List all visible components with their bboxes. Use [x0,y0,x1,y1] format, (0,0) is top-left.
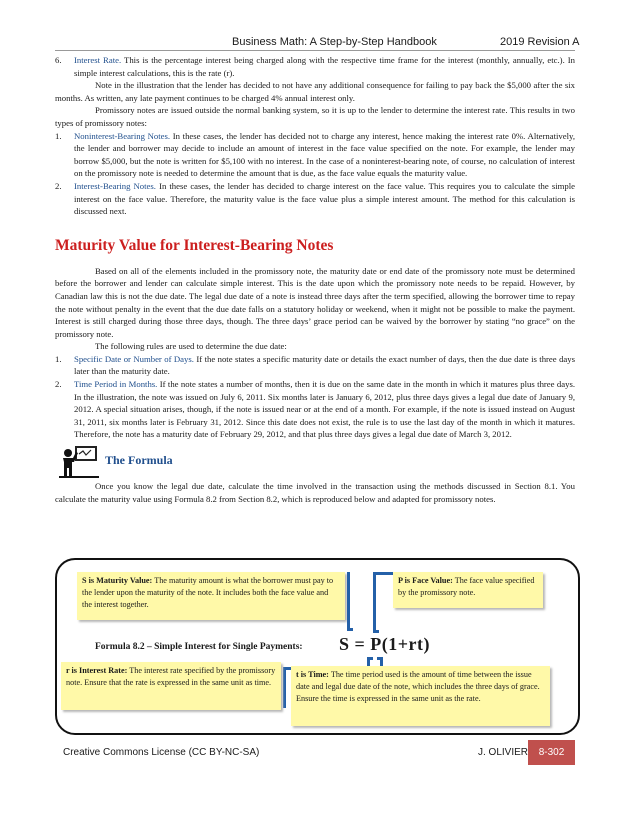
list-number: 1. [55,353,62,364]
term-heading: Noninterest-Bearing Notes. [74,130,171,141]
book-title: Business Math: A Step-by-Step Handbook [232,36,437,48]
teacher-at-board-icon [59,444,99,478]
header-divider [55,50,575,51]
note-text: The time period used is the amount of time between the issue date and legal due date of the note, which includes the three days of grace. Ensure the time is expressed in the same unit as the rate. [296,670,540,703]
list-item-interest-rate [55,54,575,79]
note-maturity-value [77,572,345,620]
list-number: 1. [55,130,62,141]
note-text: The interest rate specified by the promissory note. Ensure that the rate is expressed in the same unit as time. [66,666,276,687]
formula-heading-row [55,444,575,480]
paragraph-rules-intro: The following rules are used to determine the due date: [95,341,287,352]
paragraph-illustration-note: Note in the illustration that the lender has decided to not have any additional consequence for failing to pay back the $5,000 after the six months. As written, any late payment continues to be charged 4% annual interest only. [55,80,575,103]
note-text: The face value specified by the promissory note. [398,576,535,597]
term-text: If the note states a specific maturity date or details the exact number of days, then the due date is three days later than the maturity date. [74,353,575,377]
bracket-s-vertical [347,572,350,630]
note-time [291,666,550,726]
list-number: 2. [55,180,62,191]
section-title: Maturity Value for Interest-Bearing Notes [55,236,334,254]
term-heading: Time Period in Months. [74,379,158,390]
note-title: P is Face Value: [398,576,453,585]
bracket-p-top [373,572,393,575]
formula-heading: The Formula [105,453,173,468]
bracket-r-down [283,667,286,708]
list-item-specific-date [55,353,575,378]
bracket-p-vertical [373,572,376,632]
term-text: In these cases, the lender has decided not to charge any interest, hence making the interest rate 0%. Alternatively, the lender and borrower may decide to include an amount of interest in the face value specified on the note. For example, the lender may borrow $5,000, but the note is written for $5,100 with no interest. In the case of a noninterest-bearing note, of course, no calculation of interest on the promissory note is needed to determine the amount that is due, as the face value equals the maturity value. [74,130,575,179]
bracket-t-tick [377,657,383,660]
bracket-p-tick [373,630,379,633]
note-face-value [393,572,543,608]
list-item-noninterest-bearing [55,130,575,180]
page-number-badge: 8-302 [528,740,575,765]
list-number: 2. [55,379,62,390]
page-content [55,54,575,505]
term-text: If the note states a number of months, then it is due on the same date in the month in which it matures plus three days. In the illustration, the note was issued on July 6, 2011. Six months later is January 6, 2012, plus three days gives a legal due date of January 9, 2012. A special situation arises, though, if the note is issued near or at the end of a month. For example, if the note is issued instead on August 31, 2011, six months later is February 31, 2012. Since this date does not exist, the rule is to use the last day of the month in which it matures. Therefore, the note has a maturity date of February 29, 2012, and that plus three days gives a legal due date of March 3, 2012. [74,379,575,440]
formula-diagram [55,558,580,735]
term-text: In these cases, the lender has decided to charge interest on the face value. This requires you to calculate the simple interest on the face value. Therefore, the maturity value is the face value plus a simple interest amount. The method for this calculation is discussed next. [74,180,576,217]
note-title: S is Maturity Value: [82,576,153,585]
note-text: The maturity amount is what the borrower must pay to the lender upon the maturity of the note. It includes both the face value and the interest together. [82,576,334,609]
list-item-interest-bearing [55,180,575,218]
term-heading: Specific Date or Number of Days. [74,353,194,364]
paragraph-maturity: Based on all of the elements included in the promissory note, the maturity date or end date of the promissory note must be determined before the borrower and lender can calculate simple interest. This is the date upon which the promissory note needs to be repaid. However, by Canadian law this is not the due date. The legal due date of a note is instead three days after the term specified, allowing the borrower time to repay the note without penalty in the event that the due date falls on a statutory holiday or weekend, when it might not be possible to make the payment. Interest is still charged during those three days, though. The three days’ grace period can be waived by the borrower by stating “no grace” on the promissory note. [55,265,575,339]
note-title: t is Time: [296,670,329,679]
term-heading: Interest-Bearing Notes. [74,180,156,191]
list-number: 6. [55,55,62,65]
paragraph-promissory-types: Promissory notes are issued outside the normal banking system, so it is up to the lender to determine the interest rate. This results in two types of promissory notes: [55,105,575,128]
note-interest-rate [61,662,281,710]
page-header [0,33,630,51]
formula-equation: S = P(1+rt) [339,634,430,654]
term-text: This is the percentage interest being charged along with the respective time frame for the interest (monthly, annually, etc.). In simple interest calculations, this is the rate (r). [74,55,575,78]
list-item-time-period [55,378,575,441]
bracket-r-tick [367,657,373,660]
paragraph-formula: Once you know the legal due date, calculate the time involved in the transaction using the methods discussed in Section 8.1. You calculate the maturity value using Formula 8.2 from Section 8.2, which is reproduced below and adapted for promissory notes. [55,481,575,504]
bracket-s-tick [347,628,353,631]
formula-label: Formula 8.2 – Simple Interest for Single Payments: [95,642,303,652]
page-footer [55,740,575,765]
revision-label: 2019 Revision A [500,36,580,48]
license-text: Creative Commons License (CC BY-NC-SA) [63,747,260,758]
author-name: J. OLIVIER [478,747,529,758]
note-title: r is Interest Rate: [66,666,128,675]
term-heading: Interest Rate. [74,55,122,65]
